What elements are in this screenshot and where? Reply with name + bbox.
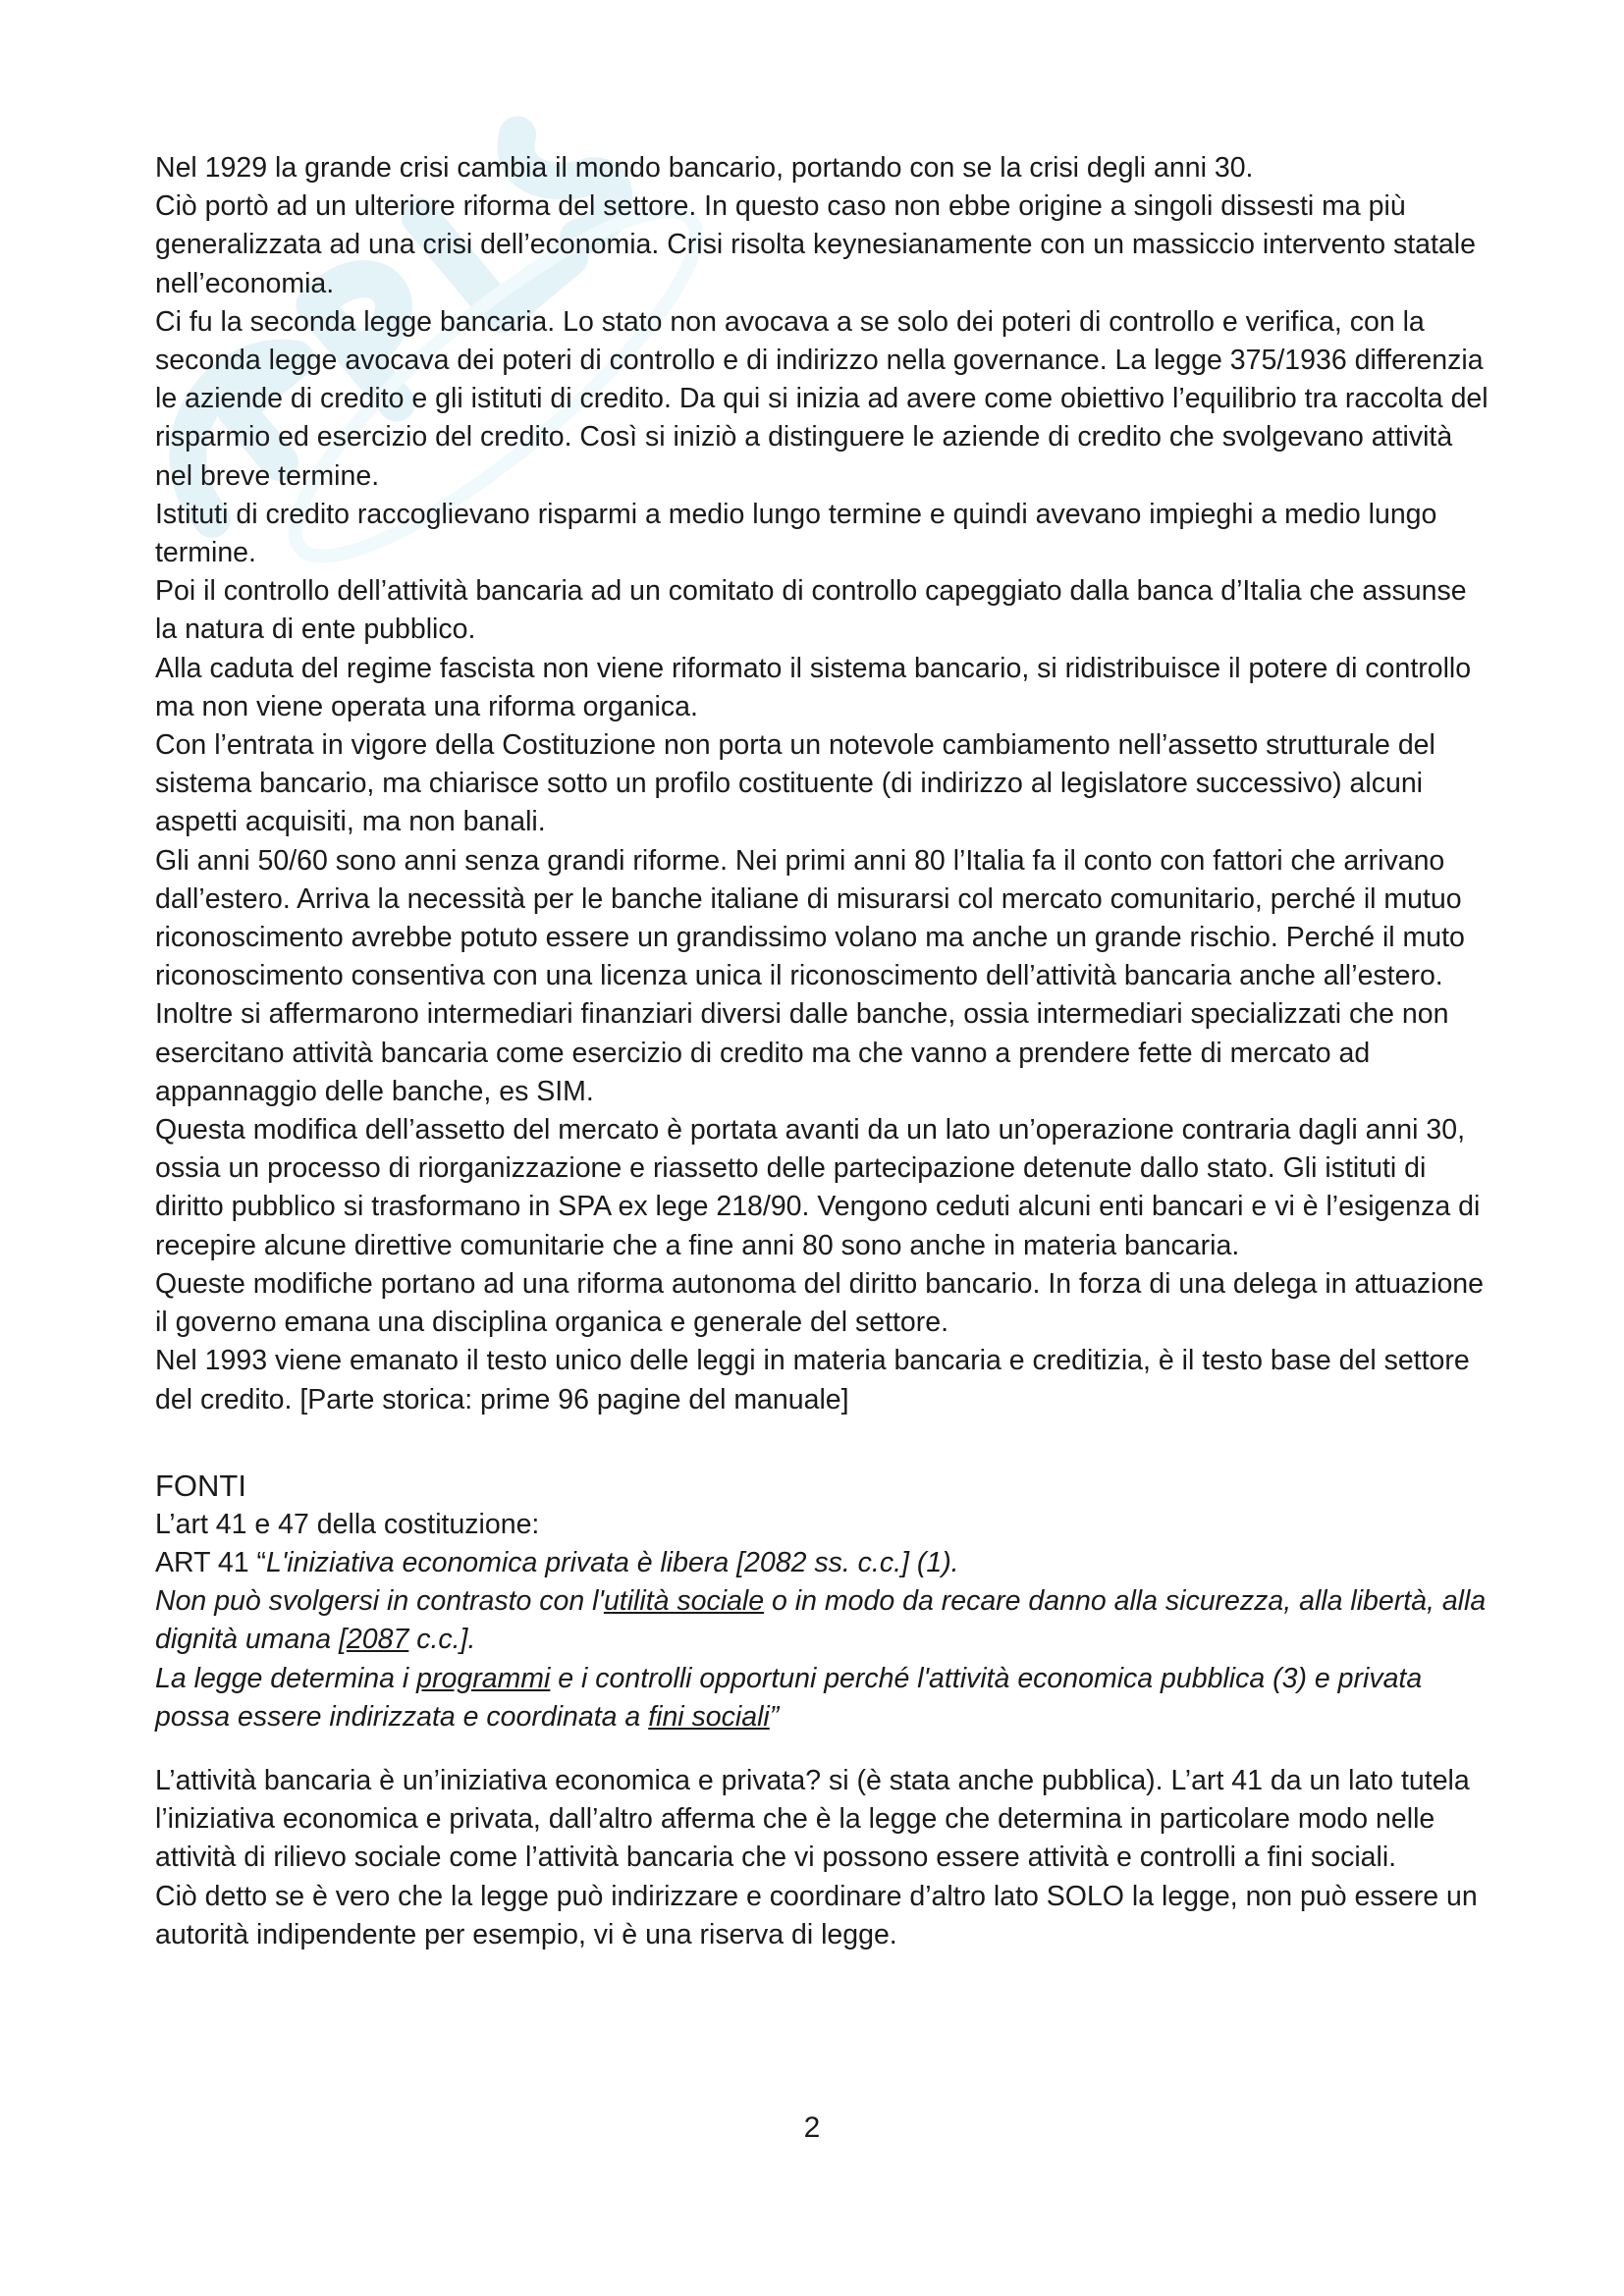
quote-prefix: ART 41 “ <box>155 1546 266 1578</box>
history-paragraph-4: Istituti di credito raccoglievano risparmi a medio lungo termine e quindi avevano impieghi a medio lungo termine. <box>155 498 1437 569</box>
quote-line-2 <box>155 1582 1490 1659</box>
section-heading: FONTI <box>155 1468 246 1503</box>
quote-line-1 <box>155 1544 1490 1582</box>
history-paragraph-1: Nel 1929 la grande crisi cambia il mondo bancario, portando con se la crisi degli anni 30. <box>155 152 1254 184</box>
fonti-paragraph-2: Ciò detto se è vero che la legge può indirizzare e coordinare d’altro lato SOLO la legge, non può essere un autorità indipendente per esempio, vi è una riserva di legge. <box>155 1880 1478 1950</box>
history-paragraph-9: Inoltre si affermarono intermediari finanziari diversi dalle banche, ossia intermediari specializzati che non esercitano attività bancaria come esercizio di credito ma che vanno a prendere fette di mercato ad appannaggio delle banche, es SIM. <box>155 998 1449 1107</box>
history-paragraph-3: Ci fu la seconda legge bancaria. Lo stato non avocava a se solo dei poteri di controllo e verifica, con la seconda legge avocava dei poteri di controllo e di indirizzo nella governance. La legge 375/1936 differenzia le aziende di credito e gli istituti di credito. Da qui si inizia ad avere come obiettivo l’equilibrio tra raccolta del risparmio ed esercizio del credito. Così si iniziò a distinguere le aziende di credito che svolgevano attività nel breve termine. <box>155 305 1489 492</box>
link-utilita-sociale[interactable]: utilità sociale <box>603 1585 765 1618</box>
history-paragraph-11: Queste modifiche portano ad una riforma autonoma del diritto bancario. In forza di una delega in attuazione il governo emana una disciplina organica e generale del settore. <box>155 1267 1485 1339</box>
quote-text-3c: ” <box>769 1700 780 1733</box>
fonti-section <box>155 1467 1490 1954</box>
fonti-paragraph-1: L’attività bancaria è un’iniziativa economica e privata? si (è stata anche pubblica). L’art 41 da un lato tutela l’iniziativa economica e privata, dall’altro afferma che è la legge che determina in particolare modo nelle attività di rilievo sociale come l’attività bancaria che vi possono essere attività e controlli a fini sociali. <box>155 1764 1470 1874</box>
quote-text-3a: La legge determina i <box>155 1662 417 1694</box>
link-2087[interactable]: 2087 <box>346 1624 409 1656</box>
document-body <box>155 149 1490 1954</box>
fonti-intro: L’art 41 e 47 della costituzione: <box>155 1508 540 1540</box>
history-paragraph-8: Gli anni 50/60 sono anni senza grandi riforme. Nei primi anni 80 l’Italia fa il conto con fattori che arrivano dall’estero. Arriva la necessità per le banche italiane di misurarsi col mercato comunitario, perché il mutuo riconoscimento avrebbe potuto essere un grandissimo volano ma anche un grande rischio. Perché il muto riconoscimento consentiva con una licenza unica il riconoscimento dell’attività bancaria anche all’estero. <box>155 844 1465 992</box>
quote-text-2c: c.c.]. <box>408 1624 476 1656</box>
quote-line-3 <box>155 1660 1490 1736</box>
art41-quote <box>155 1544 1490 1736</box>
history-paragraph-10: Questa modifica dell’assetto del mercato è portata avanti da un lato un’operazione contraria dagli anni 30, ossia un processo di riorganizzazione e riassetto delle partecipazione detenute dallo stato. Gli istituti di diritto pubblico si trasformano in SPA ex lege 218/90. Vengono ceduti alcuni enti bancari e vi è l’esigenza di recepire alcune direttive comunitarie che a fine anni 80 sono anche in materia bancaria. <box>155 1114 1481 1261</box>
link-fini-sociali[interactable]: fini sociali <box>648 1700 770 1733</box>
history-paragraph-12: Nel 1993 viene emanato il testo unico delle leggi in materia bancaria e creditizia, è il testo base del settore del credito. [Parte storica: prime 96 pagine del manuale] <box>155 1345 1470 1415</box>
quote-text-3b: e i controlli opportuni perché l'attività economica pubblica (3) e privata possa essere indirizzata e coordinata a <box>155 1662 1423 1733</box>
history-paragraph-5: Poi il controllo dell’attività bancaria ad un comitato di controllo capeggiato dalla banca d’Italia che assunse la natura di ente pubblico. <box>155 575 1467 646</box>
history-paragraph-2: Ciò portò ad un ulteriore riforma del settore. In questo caso non ebbe origine a singoli dissesti ma più generalizzata ad una crisi dell’economia. Crisi risolta keynesianamente con un massiccio intervento statale nell’economia. <box>155 190 1476 299</box>
quote-text-2b: o in modo da recare danno alla sicurezza, alla libertà, alla dignità umana [ <box>155 1585 1487 1656</box>
history-paragraph-7: Con l’entrata in vigore della Costituzione non porta un notevole cambiamento nell’assetto strutturale del sistema bancario, ma chiarisce sotto un profilo costituente (di indirizzo al legislatore successivo) alcuni aspetti acquisiti, ma non banali. <box>155 729 1435 838</box>
link-programmi[interactable]: programmi <box>416 1662 551 1694</box>
history-paragraph-6: Alla caduta del regime fascista non viene riformato il sistema bancario, si ridistribuisce il potere di controllo ma non viene operata una riforma organica. <box>155 652 1472 722</box>
quote-text-2a: Non può svolgersi in contrasto con l' <box>155 1585 604 1618</box>
page-number: 2 <box>803 2111 821 2144</box>
history-section <box>155 149 1490 1419</box>
quote-text-1: L'iniziativa economica privata è libera [2082 ss. c.c.] (1). <box>266 1546 959 1578</box>
